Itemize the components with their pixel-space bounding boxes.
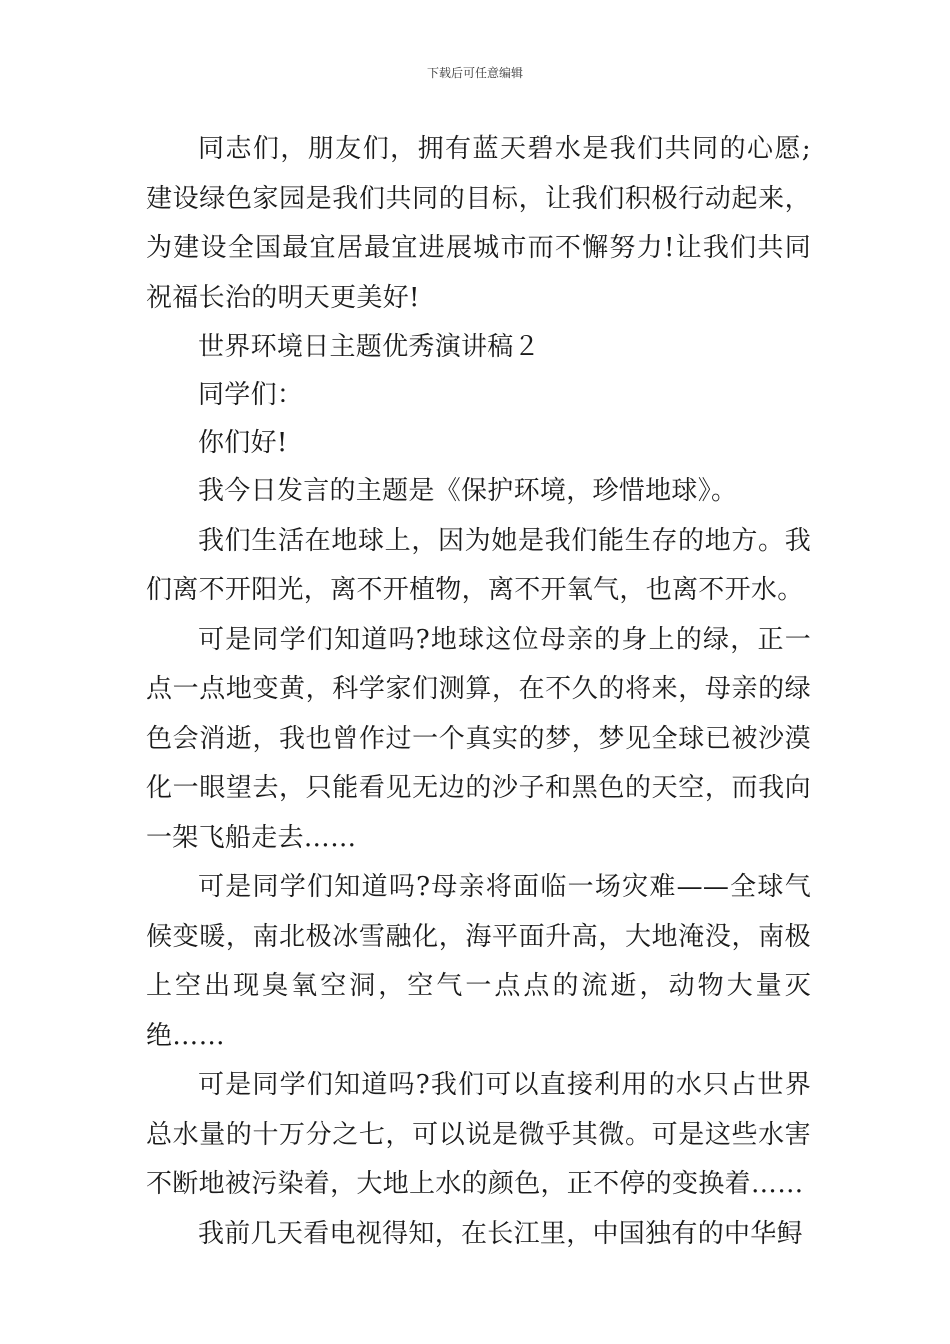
section-title: 世界环境日主题优秀演讲稿２ bbox=[198, 332, 540, 362]
paragraph: 同志们，朋友们，拥有蓝天碧水是我们共同的心愿;建设绿色家园是我们共同的目标，让我们积极行动起来，为建设全国最宜居最宜进展城市而不懈努力!让我们共同祝福长治的明天更美好! bbox=[146, 134, 811, 313]
document-body bbox=[146, 125, 811, 1259]
paragraph: 可是同学们知道吗?母亲将面临一场灾难——全球气候变暖，南北极冰雪融化，海平面升高，大地淹没，南极上空出现臭氧空洞，空气一点点的流逝，动物大量灭绝…… bbox=[146, 872, 811, 1051]
paragraph: 我们生活在地球上，因为她是我们能生存的地方。我们离不开阳光，离不开植物，离不开氧气，也离不开水。 bbox=[146, 525, 811, 605]
greeting: 你们好! bbox=[198, 428, 288, 458]
paragraph: 我今日发言的主题是《保护环境，珍惜地球》。 bbox=[198, 476, 738, 506]
paragraph: 我前几天看电视得知，在长江里，中国独有的中华鲟 bbox=[198, 1218, 803, 1249]
page-header: 下载后可任意编辑 bbox=[426, 66, 523, 80]
paragraph: 可是同学们知道吗?我们可以直接利用的水只占世界总水量的十万分之七，可以说是微乎其微。可是这些水害不断地被污染着，大地上水的颜色，正不停的变换着…… bbox=[146, 1070, 811, 1199]
salutation: 同学们： bbox=[198, 380, 304, 410]
paragraph: 可是同学们知道吗?地球这位母亲的身上的绿，正一点一点地变黄，科学家们测算，在不久的将来，母亲的绿色会消逝，我也曾作过一个真实的梦，梦见全球已被沙漠化一眼望去，只能看见无边的沙子和黑色的天空，而我向一架飞船走去…… bbox=[146, 624, 811, 853]
